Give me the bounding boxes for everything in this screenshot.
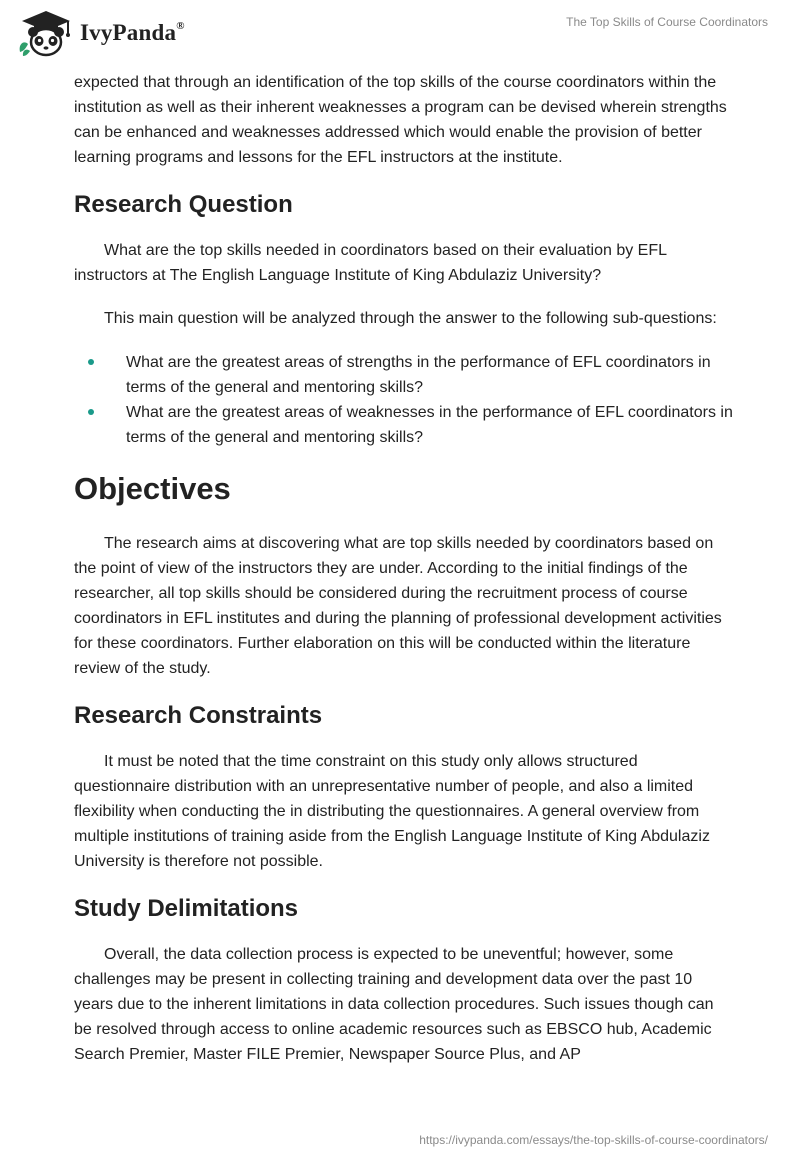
- page-title: The Top Skills of Course Coordinators: [566, 15, 768, 29]
- page-header: [0, 0, 800, 68]
- list-item: [74, 400, 734, 450]
- study-delimitations-heading: Study Delimitations: [74, 895, 299, 922]
- list-item: [74, 350, 734, 400]
- brand-name-text: IvyPanda: [80, 20, 177, 45]
- list-item-text: What are the greatest areas of weaknesses in the performance of EFL coordinators in terms of the general and mentoring skills?: [126, 404, 733, 446]
- research-constraints-paragraph: It must be noted that the time constraint on this study only allows structured questionnaire distribution with an unrepresentative number of people, and also a limited flexibility when conducting the in distributing the questionnaires. A general overview from multiple institutions of training aside from the English Language Institute of King Abdulaziz University is therefore not possible.: [74, 753, 710, 870]
- research-question-paragraph: What are the top skills needed in coordinators based on their evaluation by EFL instructors at The English Language Institute of King Abdulaziz University?: [74, 242, 667, 284]
- objectives-paragraph: The research aims at discovering what are top skills needed by coordinators based on the point of view of the instructors they are under. According to the initial findings of the researcher, all top skills should be considered during the recruitment process of course coordinators in EFL institutes and during the planning of professional development activities for these coordinators. Further elaboration on this will be conducted within the literature review of the study.: [74, 535, 722, 677]
- study-delimitations-paragraph: Overall, the data collection process is expected to be uneventful; however, some challenges may be present in collecting training and development data over the past 10 years due to the inherent limitations in data collection procedures. Such issues though can be resolved through access to online academic resources such as EBSCO hub, Academic Search Premier, Master FILE Premier, Newspaper Source Plus, and AP: [74, 946, 714, 1063]
- sub-questions-intro-paragraph: This main question will be analyzed through the answer to the following sub-questions:: [104, 310, 717, 327]
- sub-questions-list: [74, 350, 734, 450]
- research-question-heading: Research Question: [74, 191, 293, 218]
- document-body: [74, 70, 734, 1067]
- source-url-link[interactable]: https://ivypanda.com/essays/the-top-skills-of-course-coordinators/: [419, 1133, 768, 1147]
- bullet-dot-icon: [88, 409, 94, 415]
- registered-mark: ®: [176, 20, 185, 33]
- ivypanda-logo-icon[interactable]: [14, 8, 78, 60]
- intro-paragraph: expected that through an identification of the top skills of the course coordinators within the institution as well as their inherent weaknesses a program can be devised wherein strengths can be enhanced and weaknesses addressed which would enable the provision of better learning programs and lessons for the EFL instructors at the institute.: [74, 74, 727, 166]
- bullet-dot-icon: [88, 359, 94, 365]
- brand-name[interactable]: [80, 20, 185, 46]
- list-item-text: What are the greatest areas of strengths in the performance of EFL coordinators in terms of the general and mentoring skills?: [126, 354, 711, 396]
- research-constraints-heading: Research Constraints: [74, 702, 323, 729]
- objectives-heading: Objectives: [74, 471, 231, 506]
